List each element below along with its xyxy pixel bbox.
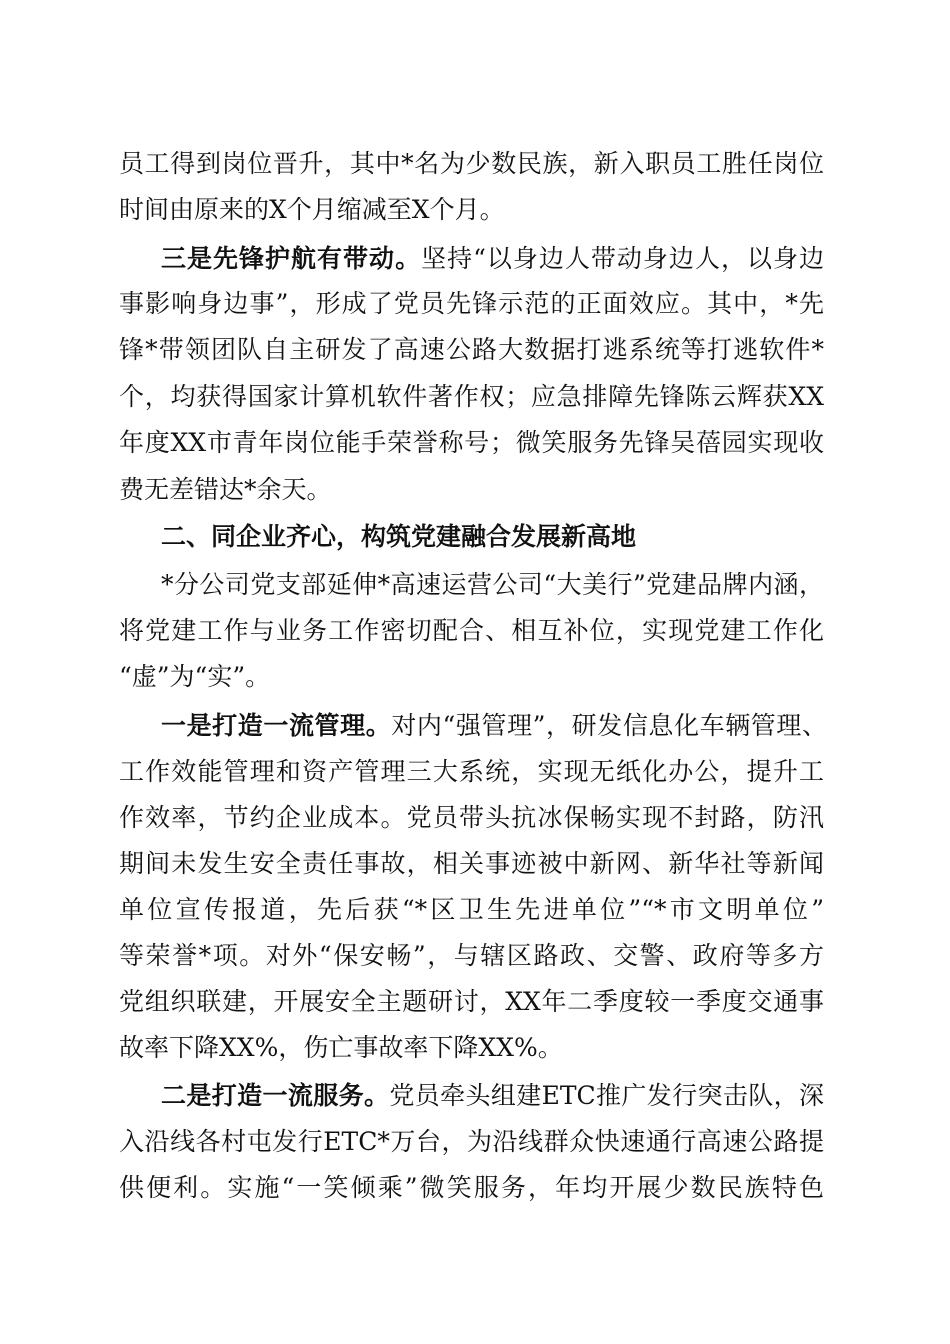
paragraph-first-line	[161, 701, 827, 751]
text-line: 作效率，节约企业成本。党员带头抗冰保畅实现不封路，防汛	[119, 803, 824, 832]
text-line: 将党建工作与业务工作密切配合、相互补位，实现党建工作化	[119, 616, 824, 645]
text-line: 个，均获得国家计算机软件著作权；应急排障先锋陈云辉获XX	[119, 382, 824, 411]
text-run: 坚持“以身边人带动身边人，以身边	[421, 244, 824, 273]
text-line: 时间由原来的X个月缩减至X个月。	[119, 195, 505, 224]
text-line: 单位宣传报道，先后获“*区卫生先进单位”“*市文明单位”	[119, 895, 824, 924]
text-line: 供便利。实施“一笑倾乘”微笑服务，年均开展少数民族特色	[119, 1173, 824, 1202]
paragraph-first-line	[161, 1071, 824, 1121]
text-line: 员工得到岗位晋升，其中*名为少数民族，新入职员工胜任岗位	[119, 149, 824, 178]
text-line: 年度XX市青年岗位能手荣誉称号；微笑服务先锋吴蓓园实现收	[119, 428, 824, 457]
text-line: 期间未发生安全责任事故，相关事迹被中新网、新华社等新闻	[119, 849, 824, 878]
text-run: 党员牵头组建ETC推广发行突击队，深	[389, 1081, 824, 1110]
paragraph-lead: 一是打造一流管理。	[161, 711, 392, 740]
text-line: 等荣誉*项。对外“保安畅”，与辖区路政、交警、政府等多方	[119, 941, 824, 970]
text-run: 对内“强管理”，研发信息化车辆管理、	[391, 711, 827, 740]
text-line: 入沿线各村屯发行ETC*万台，为沿线群众快速通行高速公路提	[119, 1127, 824, 1156]
paragraph-first-line	[161, 234, 824, 284]
text-line: 工作效能管理和资产管理三大系统，实现无纸化办公，提升工	[119, 757, 824, 786]
paragraph-lead: 三是先锋护航有带动。	[161, 244, 422, 273]
text-line: 费无差错达*余天。	[119, 475, 332, 504]
text-line: 党组织联建，开展安全主题研讨，XX年二季度较一季度交通事	[119, 987, 824, 1016]
text-line: *分公司党支部延伸*高速运营公司“大美行”党建品牌内涵，	[161, 570, 824, 599]
text-line: “虚”为“实”。	[119, 662, 271, 691]
section-heading: 二、同企业齐心，构筑党建融合发展新高地	[161, 522, 637, 551]
text-line: 锋*带领团队自主研发了高速公路大数据打逃系统等打逃软件*	[119, 335, 824, 364]
text-line: 故率下降XX%，伤亡事故率下降XX%。	[119, 1033, 563, 1062]
paragraph-lead: 二是打造一流服务。	[161, 1081, 390, 1110]
text-line: 事影响身边事”，形成了党员先锋示范的正面效应。其中，*先	[119, 289, 824, 318]
